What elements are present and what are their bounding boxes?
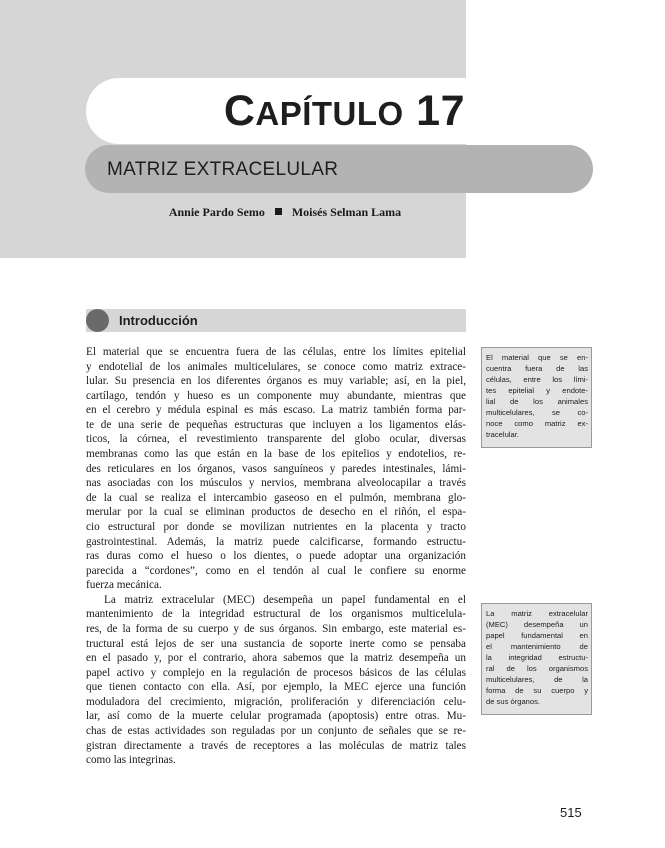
margin-note-line: tes epitelial y endote- bbox=[486, 386, 588, 395]
chapter-subtitle: MATRIZ EXTRACELULAR bbox=[107, 159, 339, 180]
section-bullet-icon bbox=[86, 309, 109, 332]
paragraph-1-line: de la cual se realiza el intercambio gaseoso en el pulmón, membrana glo- bbox=[86, 491, 466, 504]
authors-line bbox=[0, 205, 570, 220]
paragraph-2-line: chas de estas actividades son reguladas por un conjunto de señales que se re- bbox=[86, 725, 466, 738]
paragraph-1-line: membranas como las que están en la base de los epitelios y endotelios, re- bbox=[86, 448, 466, 461]
paragraph-2-line: res, de la forma de su cuerpo y de sus órganos. Sin embargo, este material es- bbox=[86, 622, 466, 635]
margin-note-line: papel fundamental en bbox=[486, 631, 588, 640]
paragraph-1-line: cartílago, tendón y hueso es un componente muy abundante, mientras que bbox=[86, 389, 466, 402]
paragraph-1-line: cio estructural por donde se movilizan nutrientes en la placenta y tracto bbox=[86, 520, 466, 533]
margin-note-line: forma de su cuerpo y bbox=[486, 686, 588, 695]
author-1: Annie Pardo Semo bbox=[168, 205, 265, 219]
page-number: 515 bbox=[560, 805, 582, 820]
section-title: Introducción bbox=[119, 313, 198, 328]
body-text bbox=[86, 345, 466, 768]
paragraph-2-line: La matriz extracelular (MEC) desempeña un papel fundamental en el bbox=[104, 593, 466, 606]
paragraph-1-line: merular por la cual se eliminan productos de desecho en el riñón, el espa- bbox=[86, 506, 466, 519]
paragraph-2-line: como las integrinas. bbox=[86, 754, 176, 767]
paragraph-2-line: tructural está lejos de ser una sustancia de soporte inerte como se pensaba bbox=[86, 637, 466, 650]
margin-note-line: la integridad estructu- bbox=[486, 653, 588, 662]
paragraph-1-line: lular. Su presencia en los diferentes órganos es muy variable; así, en la piel, bbox=[86, 375, 466, 388]
paragraph-2-line: gistran directamente a través de receptores a las moléculas de matriz tales bbox=[86, 739, 466, 752]
paragraph-1-line: fuerza mecánica. bbox=[86, 579, 162, 592]
margin-note-line: tracelular. bbox=[486, 430, 519, 439]
author-2: Moisés Selman Lama bbox=[291, 205, 402, 219]
margin-note-line: el mantenimiento de bbox=[486, 642, 588, 651]
margin-note-2 bbox=[481, 603, 592, 715]
paragraph-2-line: que tienen contacto con ella. Así, por ejemplo, la MEC ejerce una función bbox=[86, 681, 466, 694]
paragraph-1-line: des reticulares en los órganos, vasos sanguíneos y paredes intestinales, lámi- bbox=[86, 462, 466, 475]
chapter-subtitle-bar bbox=[85, 145, 593, 193]
margin-note-line: El material que se en- bbox=[486, 353, 588, 362]
margin-note-line: células, entre los lími- bbox=[486, 375, 588, 384]
paragraph-2-line: en el pasado y, por el contrario, ahora sabemos que la matriz desempeña un bbox=[86, 652, 466, 665]
paragraph-1-line: El material que se encuentra fuera de las células, entre los límites epitelial bbox=[86, 346, 466, 358]
paragraph-2-line: mantenimiento de la integridad estructural de los organismos multicelula- bbox=[86, 608, 466, 621]
paragraph-1-line: y endotelial de los animales multicelulares, se conoce como matriz extrace- bbox=[86, 360, 466, 373]
paragraph-1-line: en el cerebro y médula espinal es más escaso. La matriz también forma par- bbox=[86, 404, 466, 417]
paragraph-2-line: papel activo y complejo en la regulación de procesos básicos de las células bbox=[86, 666, 466, 679]
section-heading-bar bbox=[86, 309, 466, 332]
margin-note-line: multicelulares, de la bbox=[486, 675, 588, 684]
chapter-title: CAPÍTULO 17 bbox=[223, 87, 465, 135]
paragraph-1-line: ticos, la córnea, el revestimiento transparente del globo ocular, diversas bbox=[86, 433, 466, 446]
author-separator bbox=[275, 208, 282, 215]
paragraph-2-line: moduladora del crecimiento, migración, proliferación y diferenciación celu- bbox=[86, 695, 466, 708]
paragraph-1-line: te de una serie de pequeñas estructuras que incluyen a los ligamentos elás- bbox=[86, 418, 466, 431]
paragraph-2-line: lar, así como de la muerte celular programada (apoptosis) entre otras. Mu- bbox=[86, 710, 466, 723]
paragraph-1-line: nas asociadas con los músculos y nervios, membrana alveolocapilar a través bbox=[86, 477, 466, 490]
margin-note-line: cuentra fuera de las bbox=[486, 364, 588, 373]
margin-note-line: La matriz extracelular bbox=[486, 609, 588, 618]
margin-note-line: multicelulares, se co- bbox=[486, 408, 588, 417]
paragraph-1-line: parecida a “cordones”, como en el tendón al cual le confiere su enorme bbox=[86, 564, 466, 577]
margin-note-1 bbox=[481, 347, 592, 448]
margin-note-line: de sus órganos. bbox=[486, 697, 541, 706]
paragraph-1-line: ras duras como el hueso o los dientes, o puede adoptar una organización bbox=[86, 550, 466, 563]
margin-note-line: (MEC) desempeña un bbox=[486, 620, 588, 629]
margin-note-line: lial de los animales bbox=[486, 397, 588, 406]
margin-note-line: ral de los organismos bbox=[486, 664, 588, 673]
paragraph-1-line: gastrointestinal. Además, la matriz puede calcificarse, formando estructu- bbox=[86, 535, 466, 548]
margin-note-line: noce como matriz ex- bbox=[486, 419, 588, 428]
